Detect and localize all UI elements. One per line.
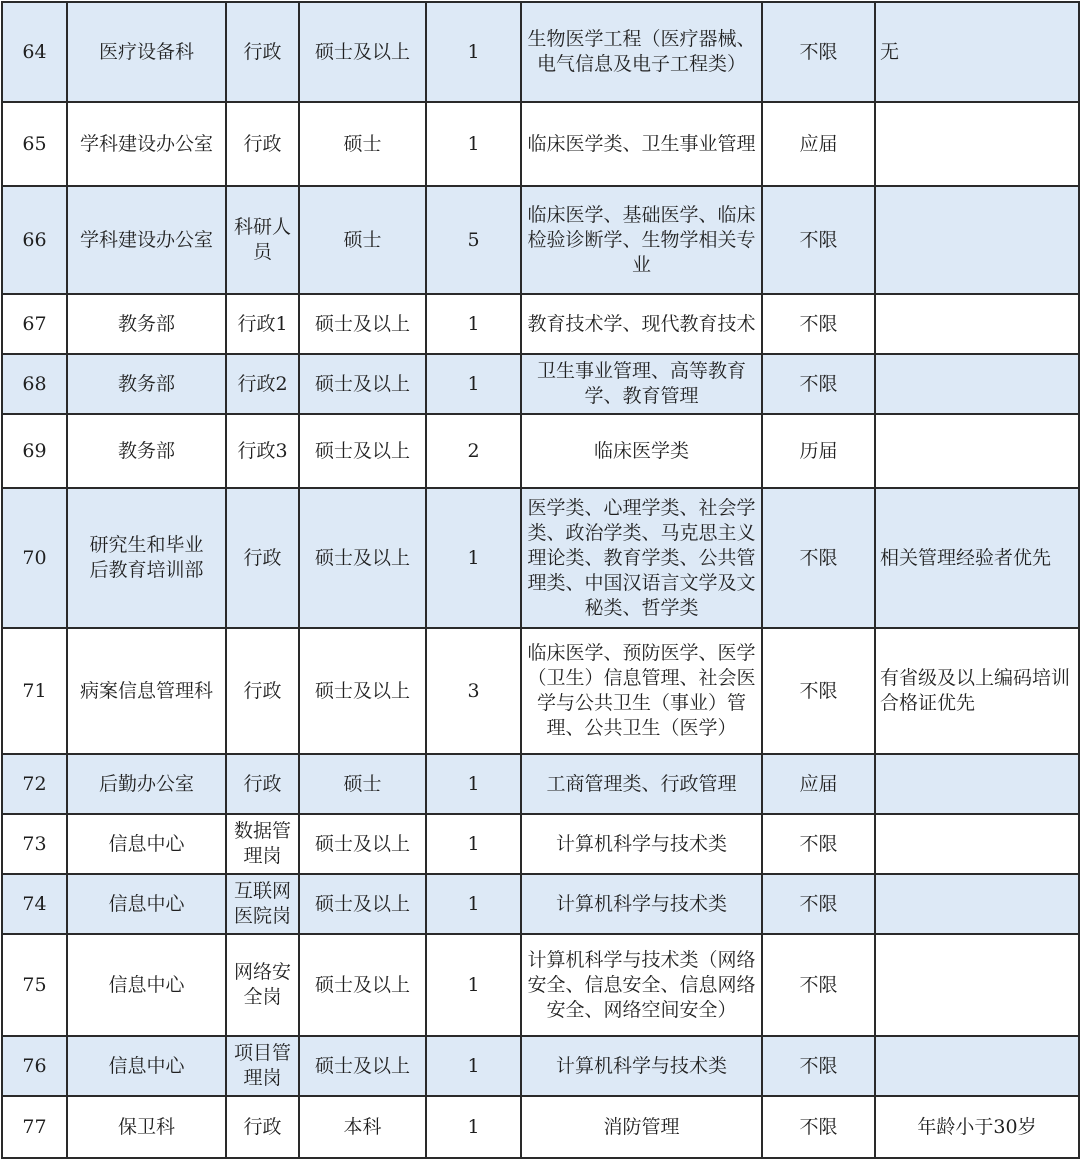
major-cell: 生物医学工程（医疗器械、电气信息及电子工程类） [521,2,762,102]
post-type-cell: 行政 [226,2,299,102]
post-type-cell: 行政 [226,754,299,814]
notes-cell: 年龄小于30岁 [875,1096,1079,1158]
recruitment-table [1,1,1080,1159]
notes-cell [875,186,1079,294]
department-cell: 信息中心 [67,814,226,874]
headcount-cell: 1 [426,294,521,354]
headcount-cell: 1 [426,874,521,934]
post-type-cell: 行政 [226,628,299,754]
headcount-cell: 1 [426,1036,521,1096]
notes-cell [875,1036,1079,1096]
graduate-status-cell: 不限 [762,186,875,294]
table-row [2,102,1079,186]
row-number-cell: 66 [2,186,67,294]
department-cell: 保卫科 [67,1096,226,1158]
table-row [2,488,1079,628]
education-cell: 硕士 [299,186,426,294]
education-cell: 硕士及以上 [299,1036,426,1096]
department-cell: 信息中心 [67,1036,226,1096]
table-row [2,2,1079,102]
major-cell: 教育技术学、现代教育技术 [521,294,762,354]
major-cell: 计算机科学与技术类 [521,1036,762,1096]
graduate-status-cell: 不限 [762,628,875,754]
graduate-status-cell: 不限 [762,1036,875,1096]
department-cell: 信息中心 [67,874,226,934]
major-cell: 临床医学类 [521,414,762,488]
row-number-cell: 65 [2,102,67,186]
headcount-cell: 1 [426,814,521,874]
education-cell: 硕士及以上 [299,2,426,102]
row-number-cell: 70 [2,488,67,628]
notes-cell: 有省级及以上编码培训合格证优先 [875,628,1079,754]
education-cell: 硕士及以上 [299,294,426,354]
headcount-cell: 1 [426,102,521,186]
graduate-status-cell: 应届 [762,754,875,814]
post-type-cell: 行政 [226,488,299,628]
headcount-cell: 1 [426,754,521,814]
table-row [2,874,1079,934]
headcount-cell: 1 [426,488,521,628]
post-type-cell: 互联网医院岗 [226,874,299,934]
post-type-cell: 网络安全岗 [226,934,299,1036]
education-cell: 硕士 [299,754,426,814]
major-cell: 计算机科学与技术类（网络安全、信息安全、信息网络安全、网络空间安全） [521,934,762,1036]
row-number-cell: 74 [2,874,67,934]
headcount-cell: 5 [426,186,521,294]
department-cell: 后勤办公室 [67,754,226,814]
major-cell: 临床医学、预防医学、医学（卫生）信息管理、社会医学与公共卫生（事业）管理、公共卫生（医学） [521,628,762,754]
row-number-cell: 69 [2,414,67,488]
row-number-cell: 67 [2,294,67,354]
row-number-cell: 72 [2,754,67,814]
row-number-cell: 71 [2,628,67,754]
post-type-cell: 科研人员 [226,186,299,294]
table-row [2,934,1079,1036]
headcount-cell: 1 [426,1096,521,1158]
notes-cell: 相关管理经验者优先 [875,488,1079,628]
row-number-cell: 75 [2,934,67,1036]
notes-cell [875,814,1079,874]
major-cell: 消防管理 [521,1096,762,1158]
major-cell: 医学类、心理学类、社会学类、政治学类、马克思主义理论类、教育学类、公共管理类、中国汉语言文学及文秘类、哲学类 [521,488,762,628]
headcount-cell: 1 [426,354,521,414]
graduate-status-cell: 不限 [762,2,875,102]
department-cell: 教务部 [67,414,226,488]
table-row [2,414,1079,488]
department-cell: 教务部 [67,354,226,414]
post-type-cell: 行政3 [226,414,299,488]
notes-cell [875,354,1079,414]
education-cell: 硕士及以上 [299,354,426,414]
table-row [2,186,1079,294]
row-number-cell: 64 [2,2,67,102]
education-cell: 硕士及以上 [299,814,426,874]
major-cell: 计算机科学与技术类 [521,874,762,934]
major-cell: 卫生事业管理、高等教育学、教育管理 [521,354,762,414]
headcount-cell: 2 [426,414,521,488]
department-cell: 学科建设办公室 [67,102,226,186]
major-cell: 临床医学类、卫生事业管理 [521,102,762,186]
post-type-cell: 行政 [226,102,299,186]
major-cell: 工商管理类、行政管理 [521,754,762,814]
table-body [2,2,1079,1158]
department-cell: 学科建设办公室 [67,186,226,294]
headcount-cell: 3 [426,628,521,754]
notes-cell [875,414,1079,488]
notes-cell [875,934,1079,1036]
row-number-cell: 76 [2,1036,67,1096]
row-number-cell: 77 [2,1096,67,1158]
table-row [2,754,1079,814]
education-cell: 本科 [299,1096,426,1158]
table-row [2,814,1079,874]
graduate-status-cell: 不限 [762,354,875,414]
graduate-status-cell: 应届 [762,102,875,186]
headcount-cell: 1 [426,2,521,102]
department-cell: 医疗设备科 [67,2,226,102]
education-cell: 硕士及以上 [299,628,426,754]
education-cell: 硕士及以上 [299,488,426,628]
headcount-cell: 1 [426,934,521,1036]
education-cell: 硕士 [299,102,426,186]
post-type-cell: 行政 [226,1096,299,1158]
graduate-status-cell: 历届 [762,414,875,488]
table-row [2,294,1079,354]
graduate-status-cell: 不限 [762,294,875,354]
notes-cell [875,294,1079,354]
table-row [2,1096,1079,1158]
graduate-status-cell: 不限 [762,814,875,874]
education-cell: 硕士及以上 [299,934,426,1036]
graduate-status-cell: 不限 [762,488,875,628]
notes-cell: 无 [875,2,1079,102]
table-row [2,354,1079,414]
graduate-status-cell: 不限 [762,874,875,934]
department-cell: 病案信息管理科 [67,628,226,754]
major-cell: 计算机科学与技术类 [521,814,762,874]
post-type-cell: 行政1 [226,294,299,354]
row-number-cell: 73 [2,814,67,874]
notes-cell [875,874,1079,934]
row-number-cell: 68 [2,354,67,414]
department-cell: 研究生和毕业后教育培训部 [67,488,226,628]
table-row [2,1036,1079,1096]
education-cell: 硕士及以上 [299,414,426,488]
table-row [2,628,1079,754]
graduate-status-cell: 不限 [762,934,875,1036]
education-cell: 硕士及以上 [299,874,426,934]
post-type-cell: 数据管理岗 [226,814,299,874]
major-cell: 临床医学、基础医学、临床检验诊断学、生物学相关专业 [521,186,762,294]
post-type-cell: 行政2 [226,354,299,414]
notes-cell [875,102,1079,186]
post-type-cell: 项目管理岗 [226,1036,299,1096]
graduate-status-cell: 不限 [762,1096,875,1158]
notes-cell [875,754,1079,814]
department-cell: 教务部 [67,294,226,354]
department-cell: 信息中心 [67,934,226,1036]
